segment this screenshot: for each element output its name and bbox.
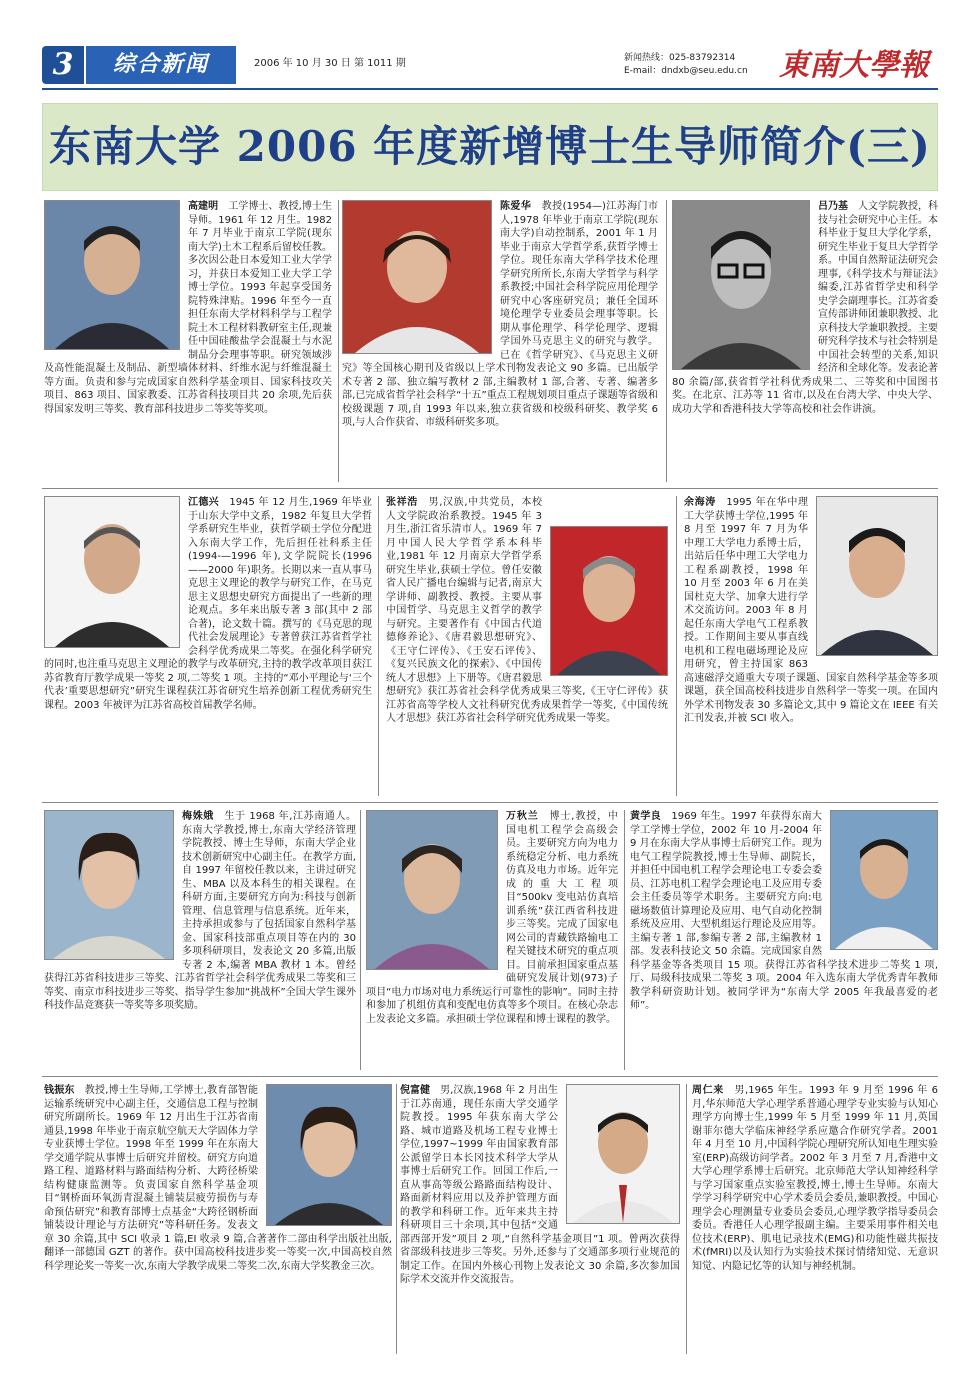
headline-banner xyxy=(42,103,938,191)
profile-name: 江德兴 xyxy=(188,497,220,508)
portrait-photo xyxy=(566,1084,680,1224)
portrait-photo xyxy=(44,496,180,648)
profile-card xyxy=(692,1084,938,1354)
section-title: 综合新闻 xyxy=(86,46,236,84)
portrait-icon xyxy=(267,1085,391,1225)
profile-name: 余海涛 xyxy=(684,497,716,508)
portrait-icon xyxy=(831,811,937,949)
masthead-rule xyxy=(42,88,938,90)
profile-card xyxy=(630,810,938,1070)
profile-text: 工学博士、教授,博士生导师。1961 年 12 月生。1982 年 7 月毕业于南京工学院(现东南大学)土木工程系后留校任教。多次因公赴日本爱知工业大学学习，并获日本爱知工业大学工学博士学位。1993 年起享受国务院特殊津贴。1996 年至今一直担任东南大学材料科学与工程学院土木工程材料教研室主任,现兼任中国硅酸盐学会混凝土与水泥制品分会理事等职。研究领域涉及高性能混凝土及制品、新型墙体材料、纤维水泥与纤维混凝土等方面。负责和参与完成国家自然科学基金项目、国家科技攻关项目、863 项目、国家教委、江苏省科技项目共 20 余项,先后获得国家发明三等奖、教育部科技进步二等奖等奖项。 xyxy=(44,201,332,415)
page-number: 3 xyxy=(42,46,84,84)
profile-name: 周仁来 xyxy=(692,1085,724,1096)
hotline: 新闻热线：025-83792314 xyxy=(624,53,736,63)
portrait-photo xyxy=(672,200,810,370)
profile-name: 万秋兰 xyxy=(506,811,539,822)
profile-name: 陈爱华 xyxy=(500,201,532,212)
profile-text: 博士,教授，中国电机工程学会高级会员。主要研究方向为电力系统稳定分析、电力系统仿真及电力市场。近年完成的重大工程项目“500kv 变电站仿真培训系统”获江西省科技进步三等奖。完成了国家电网公司的青藏铁路输电工程关键技术研究的重点项目。目前承担国家重点基础研究发展计划(973)子项目“电力市场对电力系统运行可靠性的影响”。同时主持和参加了机组仿真和变配电仿真等多个项目。在核心杂志上发表论文多篇。承担硕士学位课程和博士课程的教学。 xyxy=(366,811,618,1025)
profile-text: 男,汉族,中共党员，本校人文学院政治系教授。1945 年 3 月生,浙江省乐清市人。1969 年 7 月中国人民大学哲学系本科毕业,1981 年 12 月南京大学哲学系研究生毕业,获硕士学位。曾任安徽省人民广播电台编辑与记者,南京大学讲师、副教授、教授。主要从事中国哲学、马克思主义哲学的教学与研究。主要著作有《中国古代道德修养论》、《唐君毅思想研究》、《王守仁评传》、《王安石评传》、《复兴民族文化的探索》、《中国传统人才思想》上下册等。《唐君毅思想研究》获江苏省社会科学优秀成果三等奖,《王守仁评传》获江苏省高等学校人文社科研究优秀成果哲学一等奖,《中国传统人才思想》获江苏省社会科学研究优秀成果一等奖。 xyxy=(386,497,668,724)
portrait-photo xyxy=(44,810,174,960)
portrait-photo xyxy=(830,810,938,950)
profile-card xyxy=(400,1084,680,1354)
profile-card xyxy=(44,810,356,1070)
profile-card xyxy=(44,200,332,482)
column-divider xyxy=(360,810,361,1070)
profile-name: 张祥浩 xyxy=(386,497,418,508)
portrait-photo xyxy=(342,200,492,354)
profile-name: 吕乃基 xyxy=(818,201,848,212)
newspaper-logo xyxy=(769,44,939,84)
profile-card xyxy=(672,200,938,482)
portrait-photo xyxy=(816,496,938,656)
profile-text: 生于 1968 年,江苏南通人。东南大学教授,博士,东南大学经济管理学院教授、博士生导师，东南大学企业技术创新研究中心副主任。在教学方面,自 1997 年留校任教以来，主讲过研究生、MBA 以及本科生的相关课程。在科研方面,主要研究方向为:科技与创新管理、信息管理与信息系统。近年来，主持承担或参与了包括国家自然科学基金、国家科技部重点项目等在内的 30 多项科研项目，发表论文 20 多篇,出版专著 2 本,编著 MBA 教材 1 本。曾经获得江苏省科技进步三等奖、江苏省哲学社会科学优秀成果二等奖和三等奖、南京市科技进步三等奖、指导学生参加“挑战杯”全国大学生课外科技作品竞赛获一等奖等多项奖励。 xyxy=(44,811,356,1011)
profile-text: 教授(1954—)江苏海门市人,1978 年毕业于南京工学院(现东南大学)自动控制系，2001 年 1 月毕业于南京大学哲学系,获哲学博士学位。现任东南大学科学技术伦理学研究所所长,东南大学哲学与科学系教授;中国社会科学院应用伦理学研究中心客座研究员；兼任全国环境伦理学专业委员会理事等职。长期从事伦理学、科学伦理学、逻辑学国外马克思主义的研究与教学。已在《哲学研究》、《马克思主义研究》等全国核心期刊及省级以上学术刊物发表论文 90 多篇。已出版学术专著 2 部、独立编写教材 2 部,主编教材 1 部,合著、专著、编著多部,已完成省哲学社会科学“十五”重点工程规划项目重点子课题等省级和校级课题 7 项,自 1993 年以来,独立获省级和校级科研奖、教学奖 6 项,与人合作获省、市级科研奖多项。 xyxy=(342,201,658,428)
portrait-icon xyxy=(45,497,179,647)
row-divider xyxy=(42,488,938,489)
portrait-icon xyxy=(551,527,667,675)
logo-text: 東南大學報 xyxy=(779,48,929,83)
portrait-icon xyxy=(567,1085,679,1223)
portrait-photo xyxy=(44,200,180,350)
profile-text: 人文学院教授，科技与社会研究中心主任。本科毕业于复旦大学化学系，研究生毕业于复旦大学哲学系。中国自然辩证法研究会理事,《科学技术与辩证法》编委,江苏省哲学史和科学史学会副理事长。江苏省委宣传部讲师团兼职教授、北京科技大学兼职教授。主要研究科学技术与社会特别是中国社会转型的关系,知识经济和全球化等。发表论著 80 余篇/部,获省哲学社科优秀成果二、三等奖和中国图书奖。在北京、江苏等 11 省市,以及在台湾大学、中央大学、成功大学和香港科技大学等高校和社会作讲演。 xyxy=(672,201,938,415)
profile-name: 梅姝娥 xyxy=(182,811,214,822)
profile-card xyxy=(44,1084,392,1354)
profile-name: 倪富健 xyxy=(400,1085,431,1096)
profile-text: 1969 年生。1997 年获得东南大学工学博士学位，2002 年 10 月-2004 年 9 月在东南大学从事博士后研究工作。现为电气工程学院教授,博士生导师、副院长，并担任中国电机工程学会理论电工专委会委员、江苏电机工程学会理论电工及应用专委会主任委员等学术职务。主要研究方向:电磁场数值计算理论及应用、电气自动化控制系统及应用、大型机组运行理论及应用等。主编专著 1 部,参编专著 2 部,主编教材 1 部。发表科技论文 50 余篇。完成国家自然科学基金等各类项目 15 项。获得江苏省科学技术进步二等奖 1 项,厅、局级科技成果二等奖 3 项。2004 年入选东南大学优秀青年教师教学科研资助计划。被同学评为“东南大学 2005 年我最喜爱的老师”。 xyxy=(630,811,938,1011)
email: E-mail：dndxb@seu.edu.cn xyxy=(624,66,748,76)
portrait-icon xyxy=(343,201,491,353)
column-divider xyxy=(676,496,677,796)
profile-name: 黄学良 xyxy=(630,811,662,822)
portrait-photo xyxy=(550,526,668,676)
profile-text: 教授,博士生导师,工学博士,教育部智能运输系统研究中心副主任，交通信息工程与控制研究所副所长。1969 年 12 月出生于江苏省南通县,1998 年毕业于南京航空航天大学固体力学专业获博士学位。1998 年至 1999 年在东南大学交通学院从事博士后研究并留校。研究方向道路工程、道路材料与路面结构分析、大跨径桥梁结构健康监测等。负责国家自然科学基金项目“钢桥面环氧沥青混凝土铺装层疲劳损伤与寿命预估研究”和教育部博士点基金“大跨径钢桥面铺装设计理论与方法研究”等科研任务。发表文章 30 余篇,其中 SCI 收录 1 篇,EI 收录 9 篇,合著著作二部由科学出版社出版,翻译一部德国 GZT 的著作。获中国高校科技进步奖一等奖一次,中国高校自然科学理论奖一等奖一次,东南大学教学成果二等奖二次,东南大学奖教金三次。 xyxy=(44,1085,392,1272)
profile-text: 1945 年 12 月生,1969 年毕业于山东大学中文系，1982 年复旦大学哲学系研究生毕业，获哲学硕士学位分配进入东南大学工作，先后担任社科系主任(1994-—1996 年),文学院院长(1996——2000 年)职务。长期以来一直从事马克思主义理论的教学与研究工作，在马克思主义思想史研究方面提出了一些新的理论观点。多年来出版专著 3 部(其中 2 部合著)，论文数十篇。撰写的《马克思的现代社会发展理论》专著曾获江苏省哲学社会科学优秀成果二等奖。在强化科学研究的同时,也注重马克思主义理论的教学与改革研究,主持的教学改革项目获江苏省教育厅教学成果一等奖 2 项,二等奖 1 项。主持的“邓小平理论与‘三个代表’重要思想研究”研究生课程获江苏省研究生培养创新工程优秀研究生课程。2003 年被评为江苏省高校首届教学名师。 xyxy=(44,497,372,711)
column-divider xyxy=(624,810,625,1070)
profile-name: 高建明 xyxy=(188,201,219,212)
portrait-photo xyxy=(266,1084,392,1226)
profile-card xyxy=(684,496,938,796)
column-divider xyxy=(338,200,339,482)
profile-name: 钱振东 xyxy=(44,1085,75,1096)
portrait-icon xyxy=(367,811,497,969)
row-divider xyxy=(42,1076,938,1077)
portrait-icon xyxy=(817,497,937,655)
profile-text: 男,汉族,1968 年 2 月出生于江苏南通，现任东南大学交通学院教授。1995 年获东南大学公路、城市道路及机场工程专业博士学位,1997~1999 年由国家教育部公派留学日本长冈技术科学大学从事博士后研究工作。回国工作后,一直从事高等级公路路面结构设计、路面新材料应用以及养护管理方面的教学和科研工作。近年来共主持科研项目三十余项,其中包括“交通部西部开发”项目 2 项,“自然科学基金项目”1 项。曾两次获得省部级科技进步三等奖。另外,还参与了交通部多项行业规范的制定工作。在国内外核心刊物上发表论文 30 余篇,多次参加国际学术交流并作交流报告。 xyxy=(400,1085,680,1285)
profile-card xyxy=(44,496,372,796)
profile-card xyxy=(366,810,618,1070)
column-divider xyxy=(378,496,379,796)
profile-text: 男,1965 年生。1993 年 9 月至 1996 年 6 月,华东师范大学心理学系普通心理学专业实验与认知心理学方向博士生,1999 年 5 月至 1999 年 11 月,英国谢菲尔德大学临床神经学系应邀合作研究学者。2001 年 4 月至 10 月,中国科学院心理研究所认知电生理实验室(ERP)高级访问学者。2002 年 3 月至 7 月,香港中文大学心理学系博士后研究。北京师范大学认知神经科学与学习国家重点实验室教授,博士,博士生导师。东南大学学习科学研究中心学术委员会委员,兼职教授。中国心理学会心理测量专业委员会委员,心理学教学指导委员会委员。香港任人心理学报副主编。主要采用事件相关电位技术(ERP)、肌电记录技术(EMG)和功能性磁共振技术(fMRI)以及认知行为实验技术探讨情绪知觉、无意识知觉、内隐记忆等的认知与神经机制。 xyxy=(692,1085,938,1272)
contact-info xyxy=(624,52,748,78)
portrait-icon xyxy=(673,201,809,369)
masthead xyxy=(42,44,938,90)
issue-info: 2006 年 10 月 30 日 第 1011 期 xyxy=(254,58,406,69)
portrait-icon xyxy=(45,811,173,959)
row-divider xyxy=(42,802,938,803)
column-divider xyxy=(686,1084,687,1354)
profile-card xyxy=(342,200,658,482)
profile-text: 1995 年在华中理工大学获博士学位,1995 年 8 月至 1997 年 7 月为华中理工大学电力系博士后，出站后任华中理工大学电力工程系副教授，1998 年 10 月至 2003 年 6 月在美国杜克大学、加拿大进行学术交流访问。2003 年 8 月起任东南大学电气工程系教授。工作期间主要从事直线电机和工程电磁场理论及应用研究，曾主持国家 863 高速磁浮交通重大专项子课题、国家自然科学基金等多项课题，获全国高校科技进步自然科学一等奖一项。在国内外学术刊物发表 30 多篇论文,其中 9 篇论文在 IEEE 有关汇刊发表,并被 SCI 收入。 xyxy=(684,497,938,724)
portrait-photo xyxy=(366,810,498,970)
column-divider xyxy=(666,200,667,482)
profile-card xyxy=(386,496,668,796)
column-divider xyxy=(396,1084,397,1354)
headline: 东南大学 2006 年度新增博士生导师简介(三) xyxy=(49,122,931,171)
portrait-icon xyxy=(45,201,179,349)
